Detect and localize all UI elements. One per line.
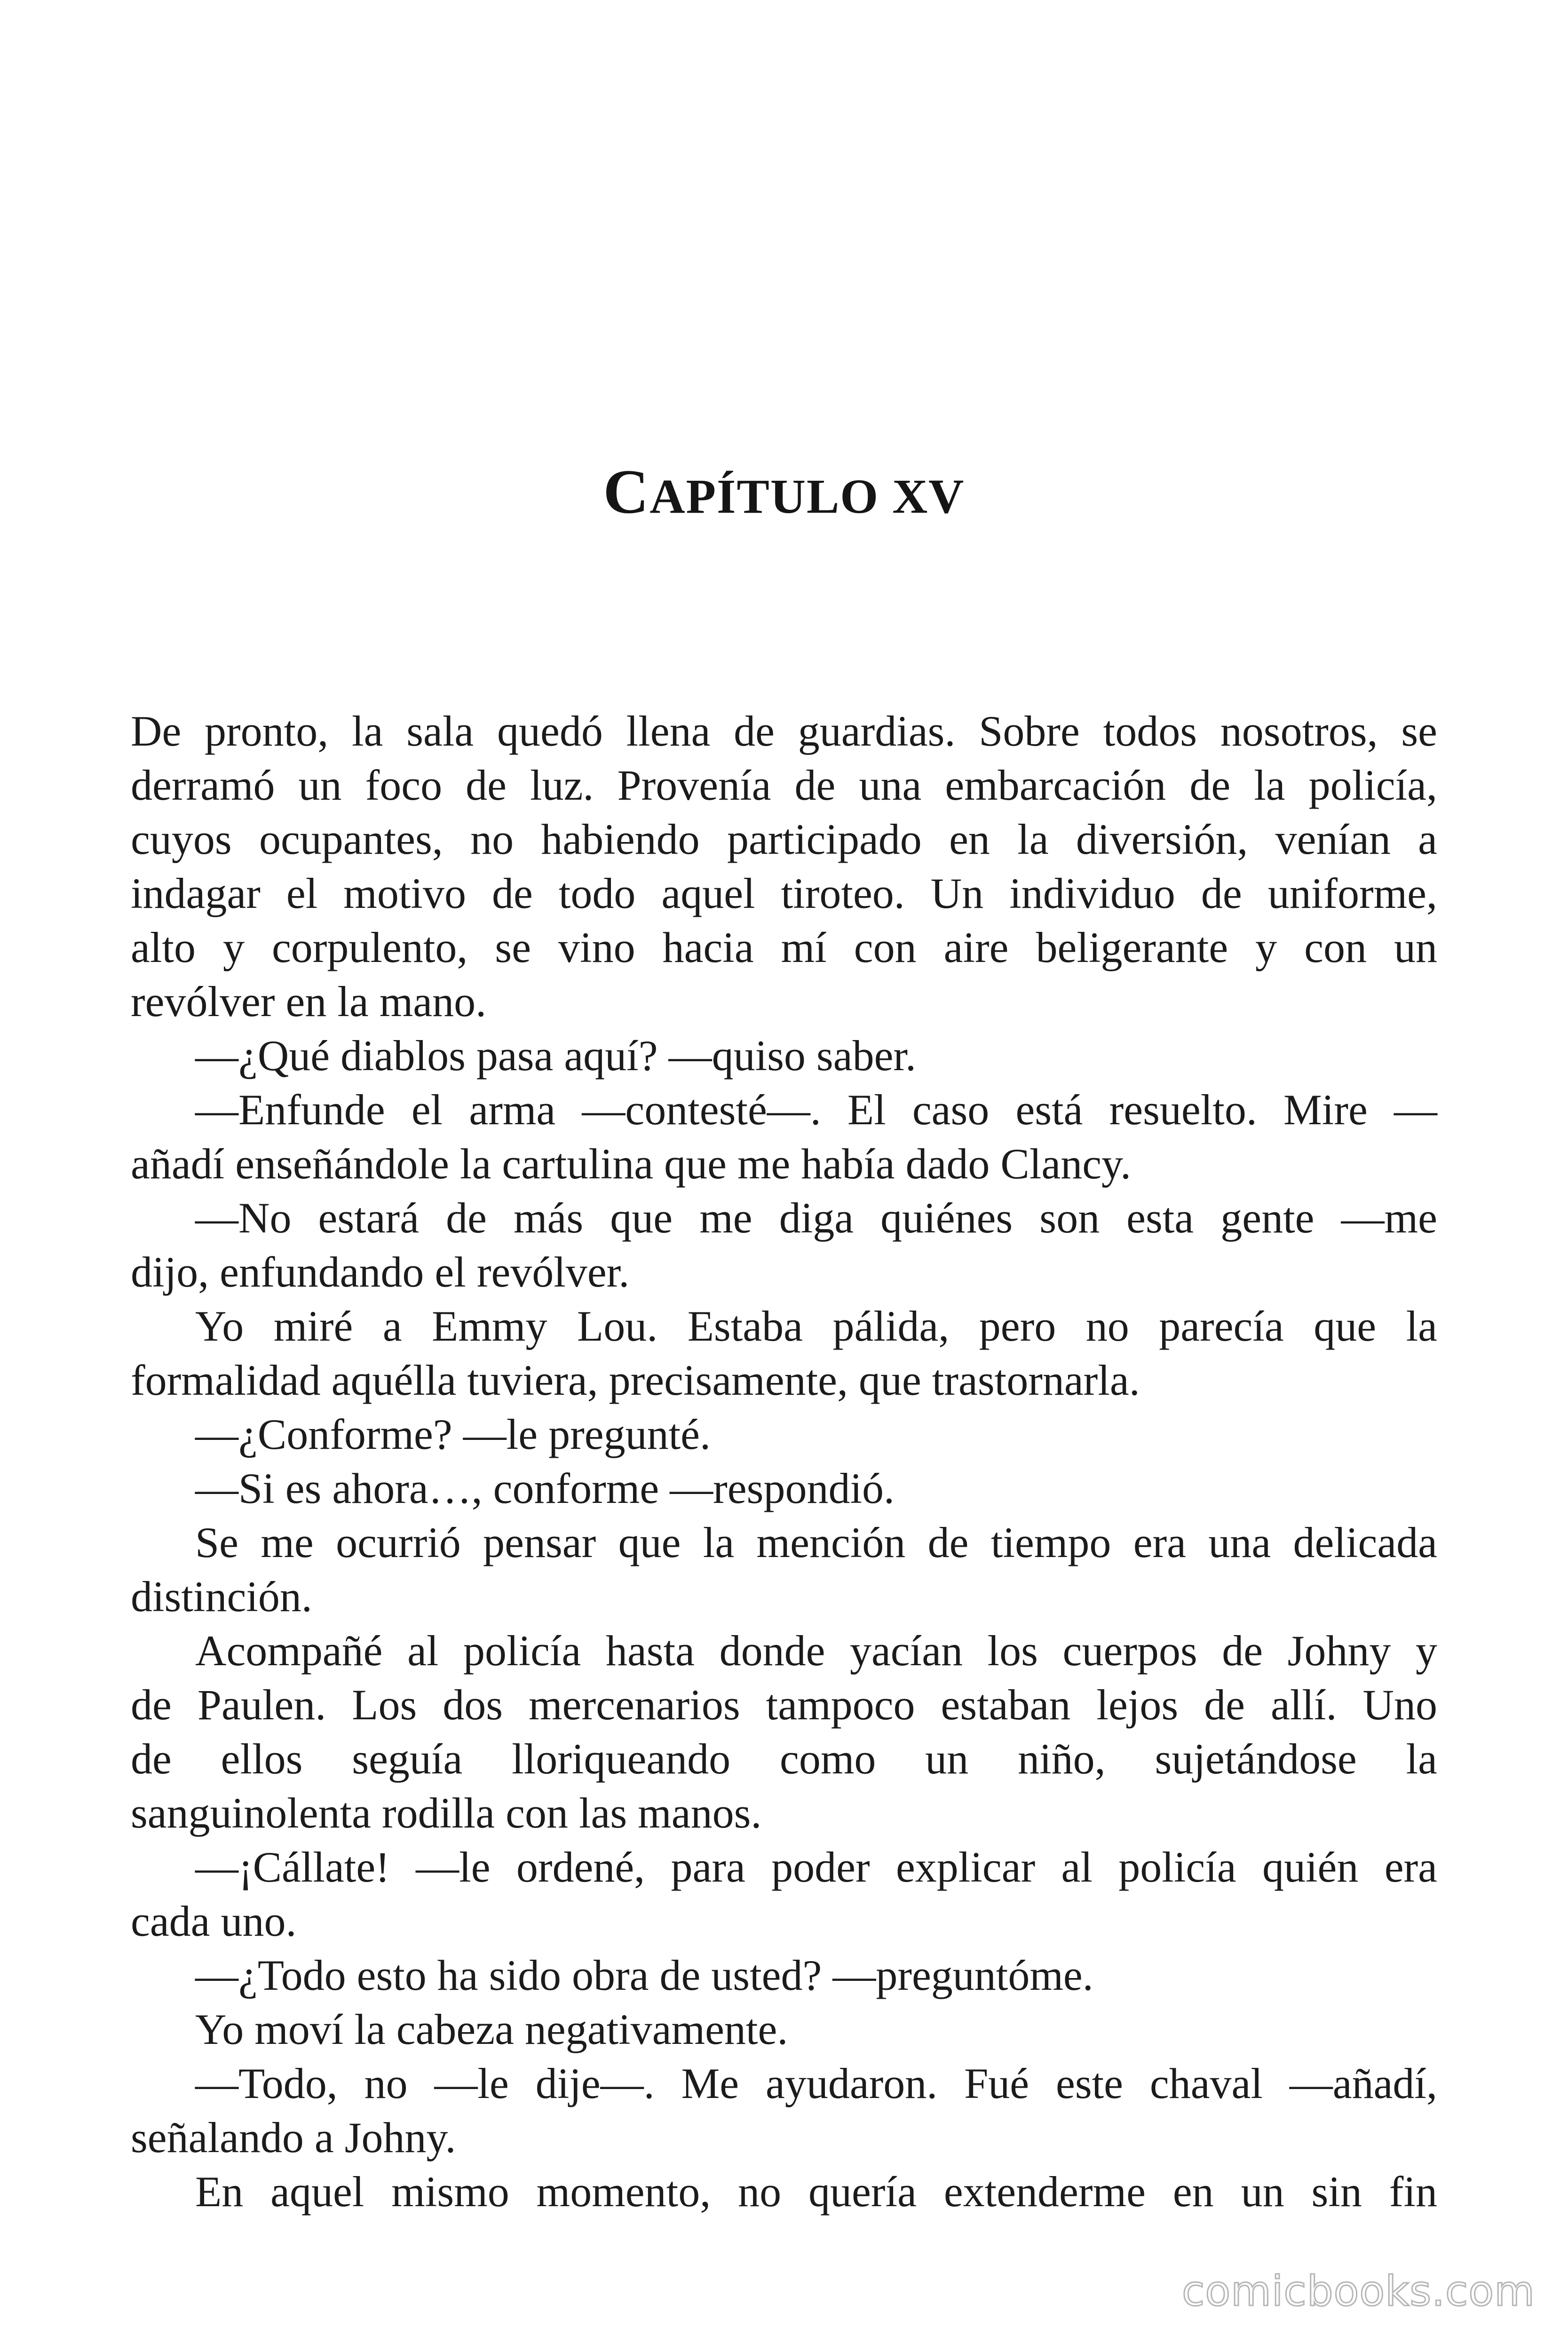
- paragraph: [131, 1624, 1437, 1840]
- text-line: alto y corpulento, se vino hacia mí con aire beligerante y con un: [131, 923, 1437, 971]
- paragraph: [131, 1083, 1437, 1191]
- text-line: —¿Qué diablos pasa aquí? —quiso saber.: [195, 1032, 916, 1080]
- text-line: derramó un foco de luz. Provenía de una embarcación de la policía,: [131, 761, 1437, 809]
- paragraph: [131, 1191, 1437, 1299]
- paragraph: [131, 1948, 1437, 2002]
- text-line: De pronto, la sala quedó llena de guardias. Sobre todos nosotros, se: [131, 707, 1437, 755]
- paragraph: [131, 1516, 1437, 1624]
- paragraph: [131, 1407, 1437, 1462]
- paragraph: [131, 2057, 1437, 2165]
- text-line: indagar el motivo de todo aquel tiroteo. Un individuo de uniforme,: [131, 869, 1437, 917]
- text-line: —Todo, no —le dije—. Me ayudaron. Fué este chaval —añadí,: [195, 2059, 1437, 2107]
- chapter-title: CAPÍTULO XV: [603, 457, 965, 526]
- text-line: Yo miré a Emmy Lou. Estaba pálida, pero no parecía que la: [195, 1302, 1437, 1350]
- text-line: —Enfunde el arma —contesté—. El caso está resuelto. Mire —: [195, 1086, 1437, 1134]
- text-line: añadí enseñándole la cartulina que me había dado Clancy.: [131, 1140, 1132, 1188]
- text-line: de Paulen. Los dos mercenarios tampoco estaban lejos de allí. Uno: [131, 1681, 1437, 1729]
- text-line: formalidad aquélla tuviera, precisamente, que trastornarla.: [131, 1356, 1140, 1404]
- paragraph: [131, 1462, 1437, 1516]
- text-line: —¡Cállate! —le ordené, para poder explicar al policía quién era: [195, 1843, 1437, 1891]
- text-line: señalando a Johny.: [131, 2114, 456, 2161]
- watermark: comicbooks.com: [1181, 2267, 1535, 2315]
- text-line: Acompañé al policía hasta donde yacían los cuerpos de Johny y: [195, 1627, 1437, 1675]
- paragraph: [131, 1840, 1437, 1948]
- paragraph: [131, 1029, 1437, 1083]
- text-line: distinción.: [131, 1573, 312, 1621]
- text-line: sanguinolenta rodilla con las manos.: [131, 1789, 762, 1837]
- paragraph: [131, 704, 1437, 1029]
- text-line: Se me ocurrió pensar que la mención de tiempo era una delicada: [195, 1518, 1437, 1566]
- text-line: dijo, enfundando el revólver.: [131, 1248, 630, 1296]
- body-text: [131, 704, 1437, 2219]
- text-line: —¿Todo esto ha sido obra de usted? —preguntóme.: [195, 1951, 1093, 1999]
- text-line: de ellos seguía lloriqueando como un niño, sujetándose la: [131, 1735, 1437, 1783]
- paragraph: [131, 2165, 1437, 2219]
- text-line: —¿Conforme? —le pregunté.: [195, 1410, 711, 1458]
- text-line: —No estará de más que me diga quiénes son esta gente —me: [195, 1194, 1437, 1242]
- paragraph: [131, 1299, 1437, 1407]
- text-line: —Si es ahora…, conforme —respondió.: [195, 1464, 895, 1512]
- text-line: cada uno.: [131, 1897, 297, 1945]
- text-line: En aquel mismo momento, no quería extenderme en un sin fin: [195, 2168, 1437, 2216]
- paragraph: [131, 2002, 1437, 2057]
- text-line: cuyos ocupantes, no habiendo participado en la diversión, venían a: [131, 815, 1437, 863]
- text-line: revólver en la mano.: [131, 977, 487, 1025]
- text-line: Yo moví la cabeza negativamente.: [195, 2005, 788, 2053]
